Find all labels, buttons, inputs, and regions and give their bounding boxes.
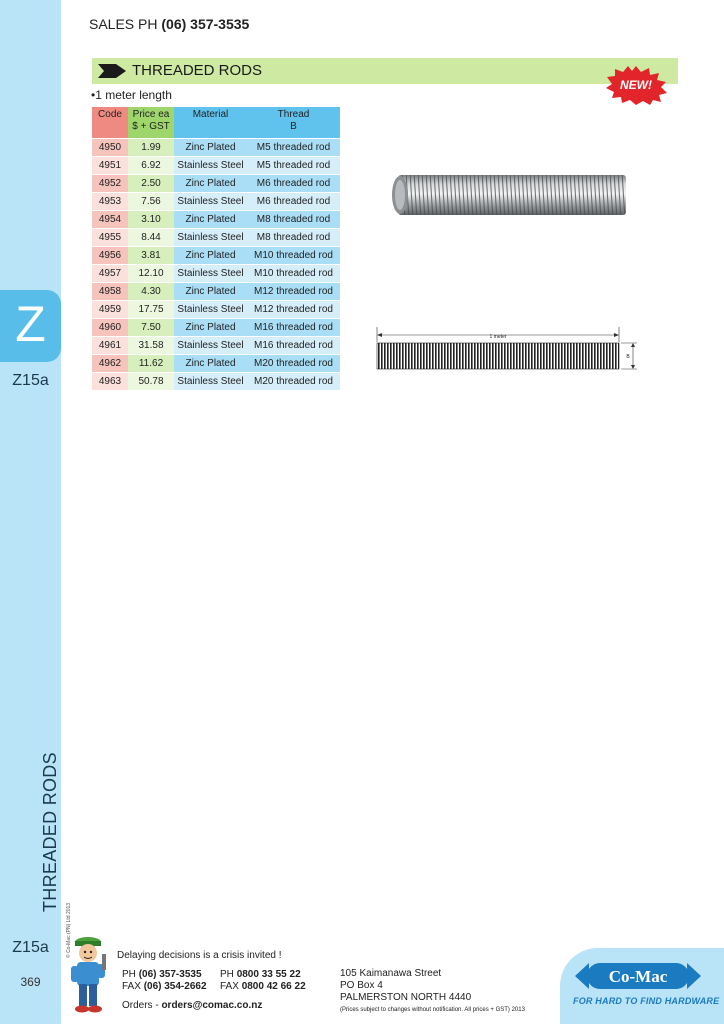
cell-material: Stainless Steel	[174, 372, 247, 390]
table-row	[92, 318, 340, 336]
cell-material: Zinc Plated	[174, 174, 247, 192]
table-row	[92, 156, 340, 174]
table-row	[92, 174, 340, 192]
section-letter: Z	[15, 296, 46, 352]
table-row	[92, 372, 340, 390]
table-row	[92, 282, 340, 300]
cell-code: 4954	[92, 210, 128, 228]
cell-material: Zinc Plated	[174, 246, 247, 264]
orders-email-link[interactable]: orders@comac.co.nz	[161, 1000, 263, 1011]
cell-thread: M20 threaded rod	[247, 372, 340, 390]
cell-code: 4951	[92, 156, 128, 174]
new-badge-text: NEW!	[620, 78, 652, 92]
sales-phone-header	[89, 16, 249, 32]
cell-thread: M10 threaded rod	[247, 264, 340, 282]
header-thread: Thread B	[247, 107, 340, 138]
length-note: •1 meter length	[91, 88, 172, 102]
new-badge	[604, 65, 668, 105]
header-code: Code	[92, 107, 128, 138]
cell-thread: M5 threaded rod	[247, 156, 340, 174]
sales-phone: (06) 357-3535	[161, 16, 250, 32]
cell-material: Stainless Steel	[174, 300, 247, 318]
comac-logo	[575, 959, 701, 993]
cell-code: 4961	[92, 336, 128, 354]
cell-code: 4956	[92, 246, 128, 264]
brand-tagline: FOR HARD TO FIND HARDWARE	[573, 996, 720, 1006]
footer-phone-local: PH (06) 357-3535 FAX (06) 354-2662	[122, 969, 207, 992]
table-header-row	[92, 107, 340, 138]
cell-thread: M12 threaded rod	[247, 300, 340, 318]
cell-thread: M5 threaded rod	[247, 138, 340, 156]
arrow-icon	[98, 64, 126, 78]
cell-price: 2.50	[128, 174, 174, 192]
cell-code: 4950	[92, 138, 128, 156]
cell-thread: M16 threaded rod	[247, 336, 340, 354]
threaded-rod-diagram	[375, 325, 645, 375]
cell-code: 4955	[92, 228, 128, 246]
cell-material: Stainless Steel	[174, 336, 247, 354]
cell-code: 4962	[92, 354, 128, 372]
table-row	[92, 300, 340, 318]
section-title: THREADED RODS	[132, 62, 263, 79]
section-tab[interactable]	[0, 290, 61, 362]
cell-material: Stainless Steel	[174, 156, 247, 174]
cell-code: 4959	[92, 300, 128, 318]
cell-code: 4963	[92, 372, 128, 390]
cell-price: 12.10	[128, 264, 174, 282]
footer-tagline: Delaying decisions is a crisis invited !	[117, 950, 282, 961]
cell-price: 3.81	[128, 246, 174, 264]
mascot-figure	[66, 936, 114, 1016]
copyright-note: © Co-Mac (PN) Ltd 2013	[66, 902, 72, 958]
cell-code: 4957	[92, 264, 128, 282]
cell-thread: M10 threaded rod	[247, 246, 340, 264]
table-row	[92, 192, 340, 210]
cell-thread: M12 threaded rod	[247, 282, 340, 300]
cell-price: 7.56	[128, 192, 174, 210]
section-header-bar	[92, 58, 678, 84]
page-number: 369	[20, 975, 41, 989]
page-code: Z15a	[12, 372, 49, 389]
cell-material: Stainless Steel	[174, 228, 247, 246]
cell-material: Zinc Plated	[174, 138, 247, 156]
table-row	[92, 264, 340, 282]
cell-material: Zinc Plated	[174, 354, 247, 372]
cell-thread: M20 threaded rod	[247, 354, 340, 372]
cell-price: 50.78	[128, 372, 174, 390]
cell-price: 7.50	[128, 318, 174, 336]
cell-material: Stainless Steel	[174, 264, 247, 282]
header-material: Material	[174, 107, 247, 138]
cell-price: 3.10	[128, 210, 174, 228]
logo-text: Co-Mac	[608, 967, 668, 986]
table-row	[92, 138, 340, 156]
cell-thread: M16 threaded rod	[247, 318, 340, 336]
cell-code: 4960	[92, 318, 128, 336]
orders-contact: Orders - orders@comac.co.nz	[122, 1000, 263, 1011]
vertical-title: THREADED RODS	[40, 752, 60, 912]
cell-price: 6.92	[128, 156, 174, 174]
threaded-rod-photo	[390, 172, 626, 220]
cell-material: Zinc Plated	[174, 282, 247, 300]
cell-code: 4958	[92, 282, 128, 300]
bottom-page-code: Z15a	[12, 939, 49, 956]
length-label: 1 meter	[489, 334, 507, 340]
table-row	[92, 336, 340, 354]
footer-phone-freephone: PH 0800 33 55 22 FAX 0800 42 66 22	[220, 969, 306, 992]
cell-thread: M8 threaded rod	[247, 228, 340, 246]
cell-price: 1.99	[128, 138, 174, 156]
cell-price: 17.75	[128, 300, 174, 318]
cell-thread: M6 threaded rod	[247, 174, 340, 192]
price-disclaimer: (Prices subject to changes without notification. All prices + GST) 2013	[340, 1007, 525, 1013]
cell-price: 4.30	[128, 282, 174, 300]
cell-material: Stainless Steel	[174, 192, 247, 210]
cell-code: 4952	[92, 174, 128, 192]
cell-price: 31.58	[128, 336, 174, 354]
cell-material: Zinc Plated	[174, 318, 247, 336]
header-price: Price ea $ + GST	[128, 107, 174, 138]
sales-ph-label: PH	[138, 16, 158, 32]
table-row	[92, 210, 340, 228]
product-table	[92, 107, 340, 390]
sales-label: SALES	[89, 16, 135, 32]
diameter-label: B	[626, 354, 630, 360]
cell-price: 8.44	[128, 228, 174, 246]
table-row	[92, 246, 340, 264]
cell-code: 4953	[92, 192, 128, 210]
table-row	[92, 354, 340, 372]
table-row	[92, 228, 340, 246]
cell-material: Zinc Plated	[174, 210, 247, 228]
cell-thread: M6 threaded rod	[247, 192, 340, 210]
cell-price: 11.62	[128, 354, 174, 372]
cell-thread: M8 threaded rod	[247, 210, 340, 228]
footer-address: 105 Kaimanawa Street PO Box 4 PALMERSTON NORTH 4440 (Prices subject to changes without notification. All prices + GST) 2013	[340, 968, 525, 1016]
